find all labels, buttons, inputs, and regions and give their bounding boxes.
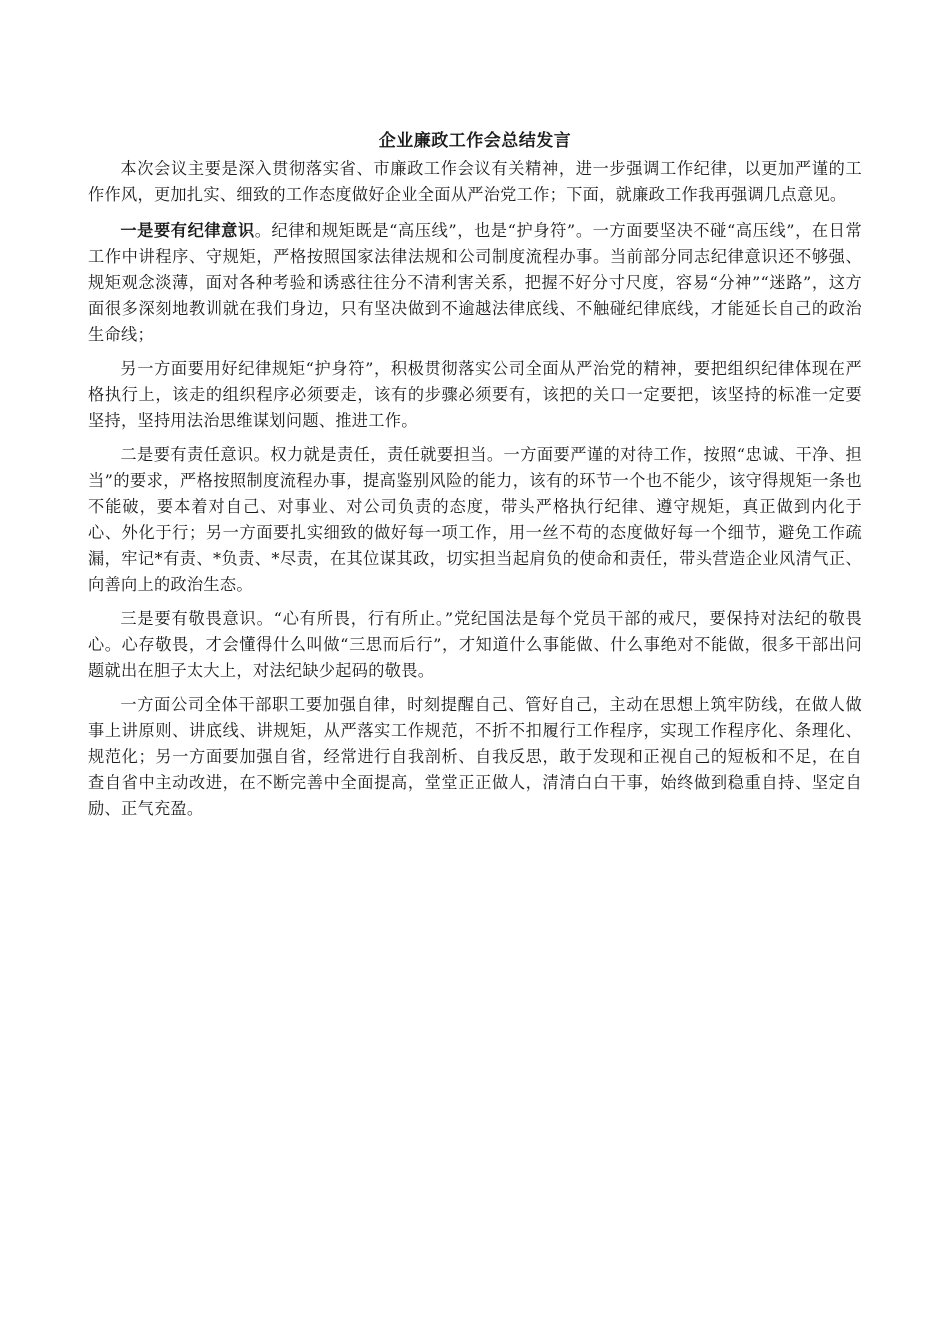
paragraph-text: 。纪律和规矩既是“高压线”，也是“护身符”。一方面要坚决不碰“高压线”，在日常工作中讲程序、守规矩，严格按照国家法律法规和公司制度流程办事。当前部分同志纪律意识还不够强、规矩观念淡薄，面对各种考验和诱惑往往分不清利害关系，把握不好分寸尺度，容易“分神”“迷路”，这方面很多深刻地教训就在我们身边，只有坚决做到不逾越法律底线、不触碰纪律底线，才能延长自己的政治生命线； [88,221,862,344]
paragraph-text: 另一方面要用好纪律规矩“护身符”，积极贯彻落实公司全面从严治党的精神，要把组织纪律体现在严格执行上，该走的组织程序必须要走，该有的步骤必须要有，该把的关口一定要把，该坚持的标准一定要坚持，坚持用法治思维谋划问题、推进工作。 [88,359,862,430]
paragraph-text: 三是要有敬畏意识。“心有所畏，行有所止。”党纪国法是每个党员干部的戒尺，要保持对法纪的敬畏心。心存敬畏，才会懂得什么叫做“三思而后行”，才知道什么事能做、什么事绝对不能做，很多干部出问题就出在胆子太大上，对法纪缺少起码的敬畏。 [88,609,862,680]
paragraph-text: 本次会议主要是深入贯彻落实省、市廉政工作会议有关精神，进一步强调工作纪律，以更加严谨的工作作风，更加扎实、细致的工作态度做好企业全面从严治党工作；下面，就廉政工作我再强调几点意见。 [88,159,862,204]
paragraph-discipline-2 [88,356,862,434]
document-title: 企业廉政工作会总结发言 [378,131,572,151]
paragraph-lead: 一是要有纪律意识 [120,221,255,240]
paragraph-conclusion [88,692,862,822]
paragraph-responsibility [88,442,862,598]
paragraph-discipline [88,218,862,348]
paragraph-text: 二是要有责任意识。权力就是责任，责任就要担当。一方面要严谨的对待工作，按照“忠诚、干净、担当”的要求，严格按照制度流程办事，提高鉴别风险的能力，该有的环节一个也不能少，该守得规矩一条也不能破，要本着对自己、对事业、对公司负责的态度，带头严格执行纪律、遵守规矩，真正做到内化于心、外化于行；另一方面要扎实细致的做好每一项工作，用一丝不苟的态度做好每一个细节，避免工作疏漏，牢记*有责、*负责、*尽责，在其位谋其政，切实担当起肩负的使命和责任，带头营造企业风清气正、向善向上的政治生态。 [88,445,862,594]
paragraph-text: 一方面公司全体干部职工要加强自律，时刻提醒自己、管好自己，主动在思想上筑牢防线，在做人做事上讲原则、讲底线、讲规矩，从严落实工作规范，不折不扣履行工作程序，实现工作程序化、条理化、规范化；另一方面要加强自省，经常进行自我剖析、自我反思，敢于发现和正视自己的短板和不足，在自查自省中主动改进，在不断完善中全面提高，堂堂正正做人，清清白白干事，始终做到稳重自持、坚定自励、正气充盈。 [88,695,862,818]
document-page [88,126,862,830]
paragraph-intro [88,156,862,208]
paragraph-awe [88,606,862,684]
